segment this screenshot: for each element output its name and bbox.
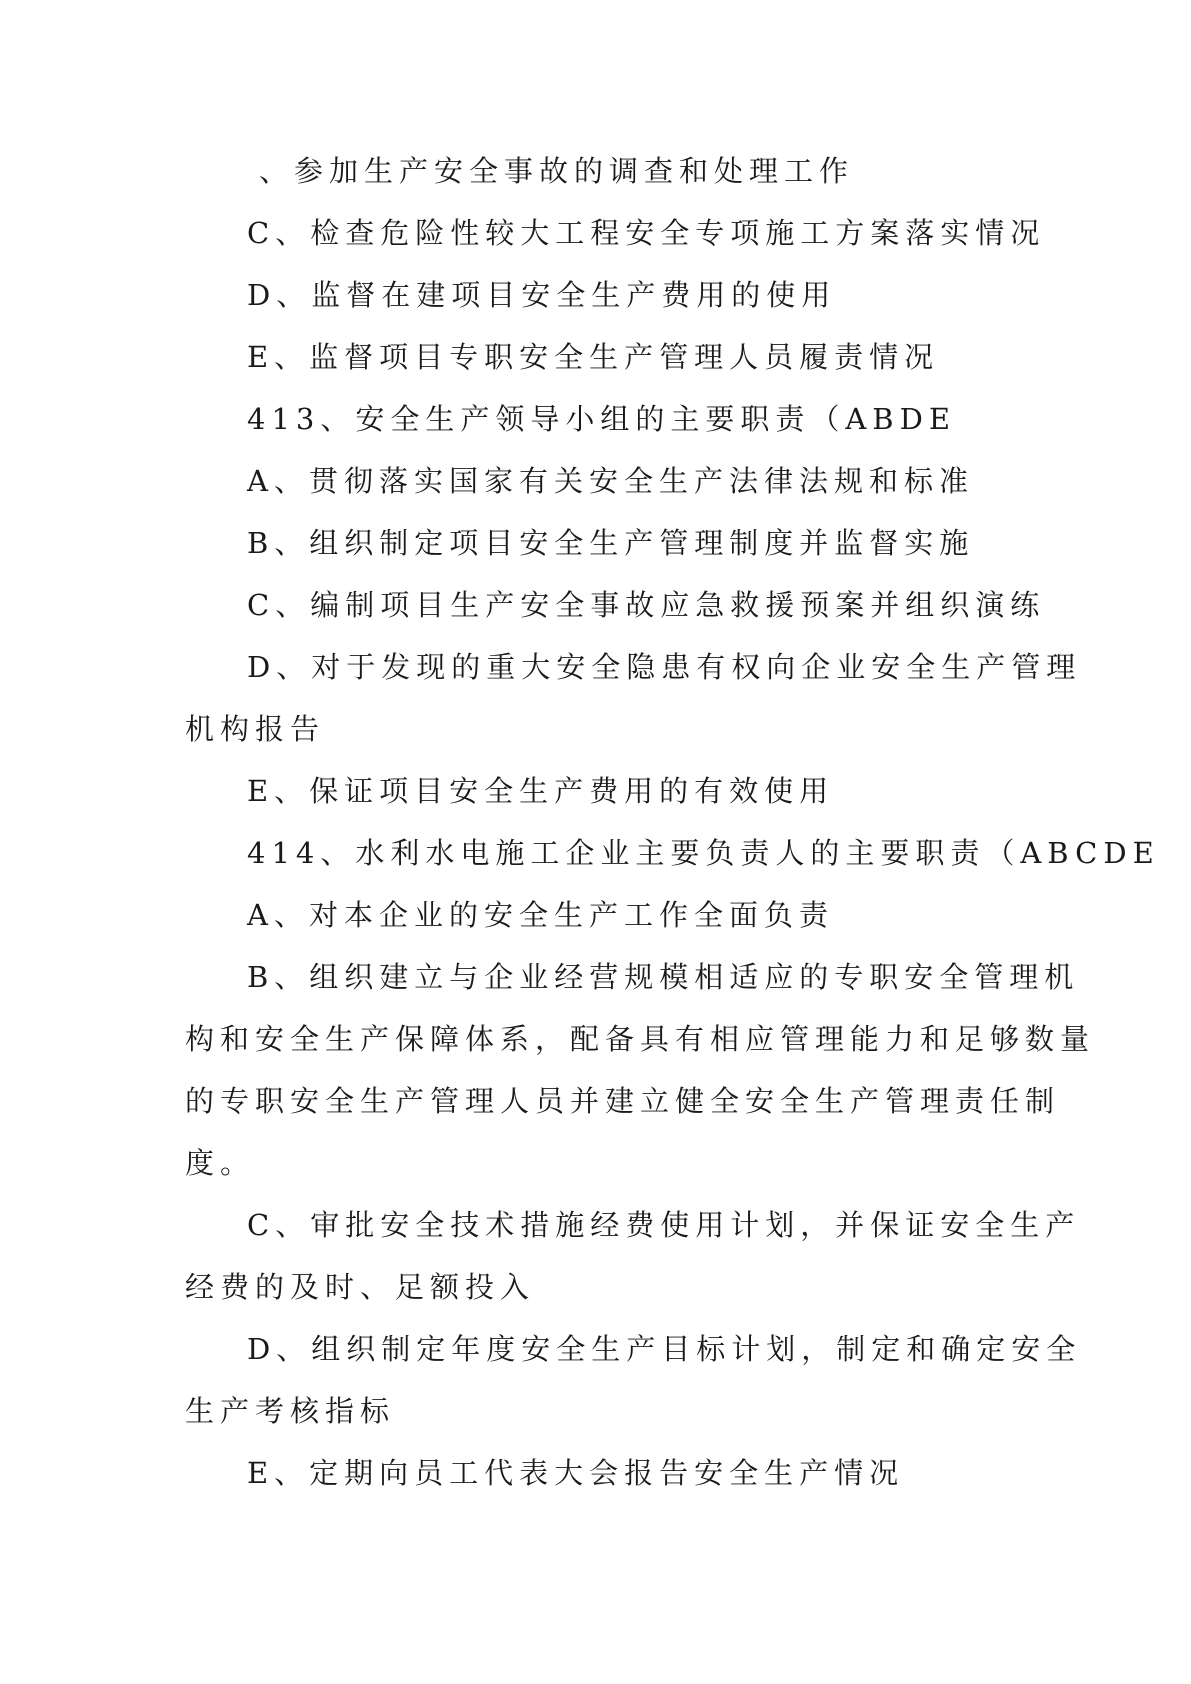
text-line-wrap: 生产考核指标 [185, 1394, 396, 1428]
text-line-option-e: E、保证项目安全生产费用的有效使用 [247, 774, 835, 808]
text-line-option-a: A、贯彻落实国家有关安全生产法律法规和标准 [247, 464, 974, 498]
document-body [185, 140, 1160, 1504]
text-line-option-b: B、组织制定项目安全生产管理制度并监督实施 [247, 526, 975, 560]
text-line-wrap: 的专职安全生产管理人员并建立健全安全生产管理责任制 [185, 1084, 1061, 1118]
text-line-option-e: E、定期向员工代表大会报告安全生产情况 [247, 1456, 905, 1490]
text-line-option-c: C、编制项目生产安全事故应急救援预案并组织演练 [247, 588, 1046, 622]
text-line-option-a: A、对本企业的安全生产工作全面负责 [247, 898, 834, 932]
text-line-wrap: 机构报告 [185, 712, 326, 746]
text-line-option-c: C、检查危险性较大工程安全专项施工方案落实情况 [247, 216, 1046, 250]
question-413: 413、安全生产领导小组的主要职责（ABDE [247, 402, 957, 436]
text-line-option-b: B、组织建立与企业经营规模相适应的专职安全管理机 [247, 960, 1080, 994]
text-line-wrap: 构和安全生产保障体系，配备具有相应管理能力和足够数量 [185, 1022, 1096, 1056]
text-line-wrap: 度。 [185, 1146, 256, 1180]
text-line-option-d: D、对于发现的重大安全隐患有权向企业安全生产管理 [247, 650, 1082, 684]
text-line-option-d: D、组织制定年度安全生产目标计划，制定和确定安全 [247, 1332, 1082, 1366]
question-414: 414、水利水电施工企业主要负责人的主要职责（ABCDE [247, 836, 1160, 870]
text-line-option-e: E、监督项目专职安全生产管理人员履责情况 [247, 340, 940, 374]
text-line-option-continuation: 、参加生产安全事故的调查和处理工作 [259, 154, 855, 188]
text-line-wrap: 经费的及时、足额投入 [185, 1270, 536, 1304]
text-line-option-c: C、审批安全技术措施经费使用计划，并保证安全生产 [247, 1208, 1081, 1242]
text-line-option-d: D、监督在建项目安全生产费用的使用 [247, 278, 837, 312]
